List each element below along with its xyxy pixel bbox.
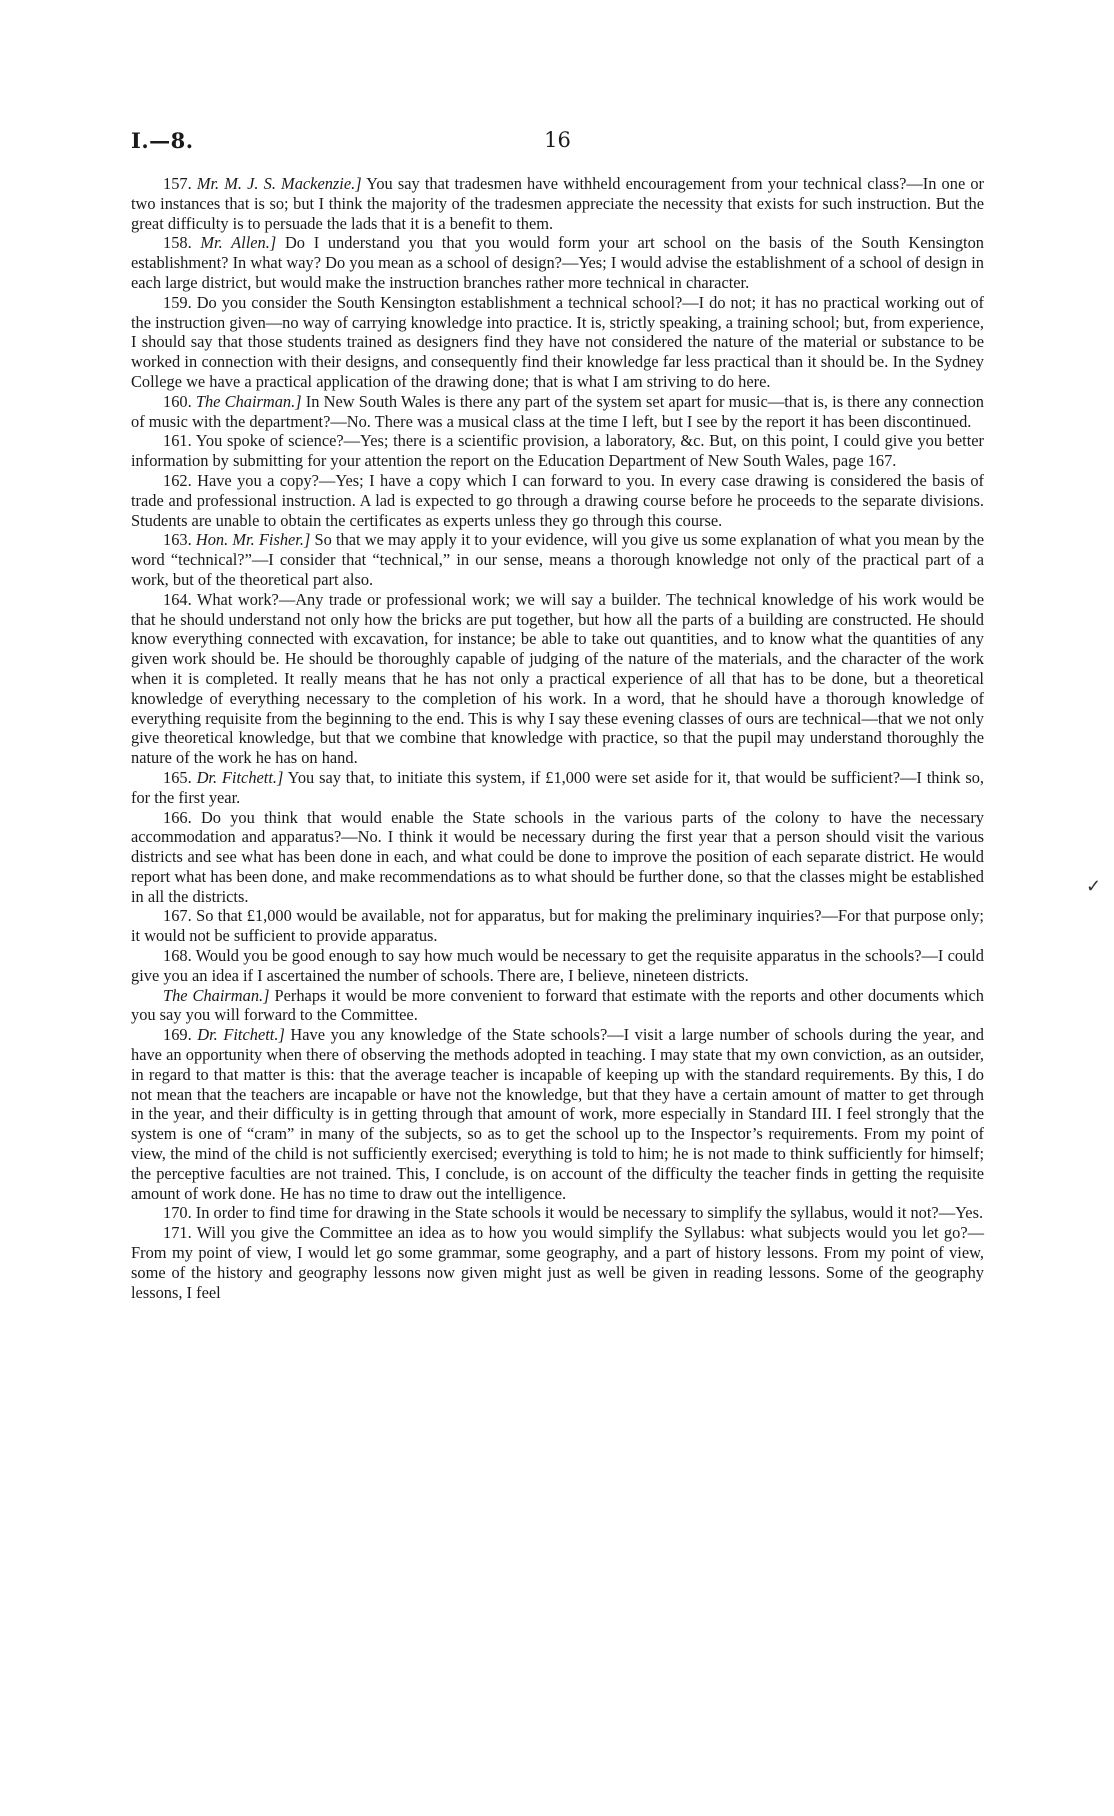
paragraph-168 (131, 946, 984, 986)
paragraph-number: 161. (163, 431, 192, 451)
paragraph-number: 166. (163, 807, 192, 827)
speaker-label: The Chairman.] (163, 985, 270, 1005)
paragraph-text: Do you think that would enable the State schools in the various parts of the colony to have the necessary accommodation and apparatus?—No. I think it would be necessary during the first year that a person should visit the various districts and see what has been done in each, and what could be done to improve the position of each separate district. He would report what has been done, and make recommendations as to what should be further done, so that the classes might be established in all the districts. (131, 807, 984, 906)
paragraph-text: Do you consider the South Kensington establishment a technical school?—I do not; it has no practical working out of the instruction given—no way of carrying knowledge into practice. It is, strictly speaking, a training school; but, from experience, I should say that those students trained as designers find they have not considered the nature of the material or substance to be worked in connection with their designs, and consequently find their knowledge far less practical than it should be. In the Sydney College we have a practical application of the drawing done; that is what I am striving to do here. (131, 292, 984, 391)
paragraph-163 (131, 530, 984, 589)
paragraph-161 (131, 431, 984, 471)
paragraph-number: 159. (163, 292, 192, 312)
paragraph-164 (131, 590, 984, 768)
body-text (131, 174, 984, 1302)
paragraph-number: 164. (163, 589, 192, 609)
paragraph-158 (131, 233, 984, 292)
paragraph-159 (131, 293, 984, 392)
paragraph-160 (131, 392, 984, 432)
paragraph-number: 168. (163, 946, 192, 966)
speaker-label: The Chairman.] (195, 391, 302, 411)
paragraph-number: 160. (163, 391, 192, 411)
paragraph-number: 163. (163, 530, 192, 550)
paragraph-number: 169. (163, 1025, 192, 1045)
paragraph-157 (131, 174, 984, 233)
speaker-label: Dr. Fitchett.] (196, 767, 284, 787)
paragraph-text: Have you a copy?—Yes; I have a copy which I can forward to you. In every case drawing is considered the basis of trade and professional instruction. A lad is expected to go through a drawing course before he proceeds to the separate divisions. Students are unable to obtain the certificates as experts unless they go through this course. (131, 470, 984, 530)
page-number: 16 (544, 128, 571, 152)
paragraph-text: You spoke of science?—Yes; there is a scientific provision, a laboratory, &c. But, on this point, I could give you better information by submitting for your attention the report on the Education Department of New South Wales, page 167. (131, 431, 984, 471)
paragraph-171 (131, 1223, 984, 1302)
speaker-label: Mr. Allen.] (200, 233, 277, 253)
paragraph-number: 171. (163, 1223, 192, 1243)
paragraph-number: 167. (163, 906, 192, 926)
paragraph-text: In order to find time for drawing in the State schools it would be necessary to simplify the syllabus, would it not?—Yes. (195, 1203, 984, 1223)
paragraph-text: Would you be good enough to say how much would be necessary to get the requisite apparatus in the schools?—I could give you an idea if I ascertained the number of schools. There are, I believe, nineteen districts. (131, 946, 984, 985)
paragraph-text: So that £1,000 would be available, not for apparatus, but for making the preliminary inquiries?—For that purpose only; it would not be sufficient to provide apparatus. (131, 906, 984, 946)
paragraph-167 (131, 906, 984, 946)
speaker-label: Mr. M. J. S. Mackenzie.] (196, 174, 362, 193)
paragraph-text: In New South Wales is there any part of the system set apart for music—that is, is there any connection of music with the department?—No. There was a musical class at the time I left, but I see by the report it has been discontinued. (131, 391, 984, 431)
paragraph-chairman-note (131, 986, 984, 1026)
speaker-label: Dr. Fitchett.] (197, 1025, 285, 1045)
paragraph-text: You say that tradesmen have withheld encouragement from your technical class?—In one or two instances that is so; but I think the majority of the tradesmen appreciate the necessity that exists for such instruction. But the great difficulty is to persuade the lads that it is a benefit to them. (131, 174, 984, 233)
paragraph-170 (131, 1203, 984, 1223)
paragraph-text: Do I understand you that you would form your art school on the basis of the South Kensington establishment? In what way? Do you mean as a school of design?—Yes; I would advise the establishment of a school of design in each large district, but would make the instruction branches rather more technical in character. (131, 233, 984, 292)
paragraph-text: Have you any knowledge of the State schools?—I visit a large number of schools during the year, and have an opportunity when there of observing the methods adopted in teaching. I may state that my own conviction, as an outsider, in regard to that matter is this: that the average teacher is incapable of keeping up with the standard requirements. By this, I do not mean that the teachers are incapable or have not the knowledge, but that they have a certain amount of matter to get through in the year, and their difficulty is in getting through that amount of work, more especially in Standard III. I feel strongly that the system is one of “cram” in many of the subjects, so as to get the school up to the Inspector’s requirements. From my point of view, the mind of the child is not sufficiently exercised; everything is told to him; he is not made to think sufficiently for himself; the perceptive faculties are not trained. This, I conclude, is on account of the difficulty the teacher finds in getting the requisite amount of work done. He has no time to draw out the intelligence. (131, 1025, 984, 1203)
document-code: I.—8. (131, 128, 194, 153)
paragraph-162 (131, 471, 984, 530)
paragraph-166 (131, 808, 984, 907)
paragraph-number: 165. (163, 767, 192, 787)
margin-mark-icon: ✓ (1086, 876, 1102, 897)
paragraph-number: 157. (163, 174, 192, 193)
paragraph-169 (131, 1025, 984, 1203)
speaker-label: Hon. Mr. Fisher.] (195, 530, 311, 550)
paragraph-number: 162. (163, 470, 192, 490)
paragraph-text: So that we may apply it to your evidence, will you give us some explanation of what you mean by the word “technical?”—I consider that “technical,” in our sense, means a thorough knowledge not only of the practical part of a work, but of the theoretical part also. (131, 530, 984, 589)
paragraph-text: Perhaps it would be more convenient to forward that estimate with the reports and other documents which you say you will forward to the Committee. (131, 985, 984, 1025)
paragraph-number: 158. (163, 233, 192, 253)
page-header (131, 128, 984, 158)
paragraph-text: Will you give the Committee an idea as to how you would simplify the Syllabus: what subjects would you let go?—From my point of view, I would let go some grammar, some geography, and a part of history lessons. From my point of view, some of the history and geography lessons now given might just as well be given in reading lessons. Some of the geography lessons, I feel (131, 1223, 984, 1302)
paragraph-text: You say that, to initiate this system, if £1,000 were set aside for it, that would be sufficient?—I think so, for the first year. (131, 767, 984, 807)
paragraph-text: What work?—Any trade or professional work; we will say a builder. The technical knowledge of his work would be that he should understand not only how the bricks are put together, but how all the parts of a building are constructed. He should know everything connected with excavation, for instance; be able to take out quantities, and to know what the quantities of any given work should be. He should be thoroughly capable of judging of the nature of the materials, and the character of the work when it is completed. It really means that he has not only a practical experience of all that has to be done, but a theoretical knowledge of everything necessary to the completion of his work. In a word, that he should have a thorough knowledge of everything requisite from the beginning to the end. This is why I say these evening classes of ours are technical—that we not only give theoretical knowledge, but that we combine that knowledge with practice, so that the pupil may understand thoroughly the nature of the work he has on hand. (131, 589, 984, 768)
paragraph-165 (131, 768, 984, 808)
paragraph-number: 170. (163, 1203, 192, 1223)
